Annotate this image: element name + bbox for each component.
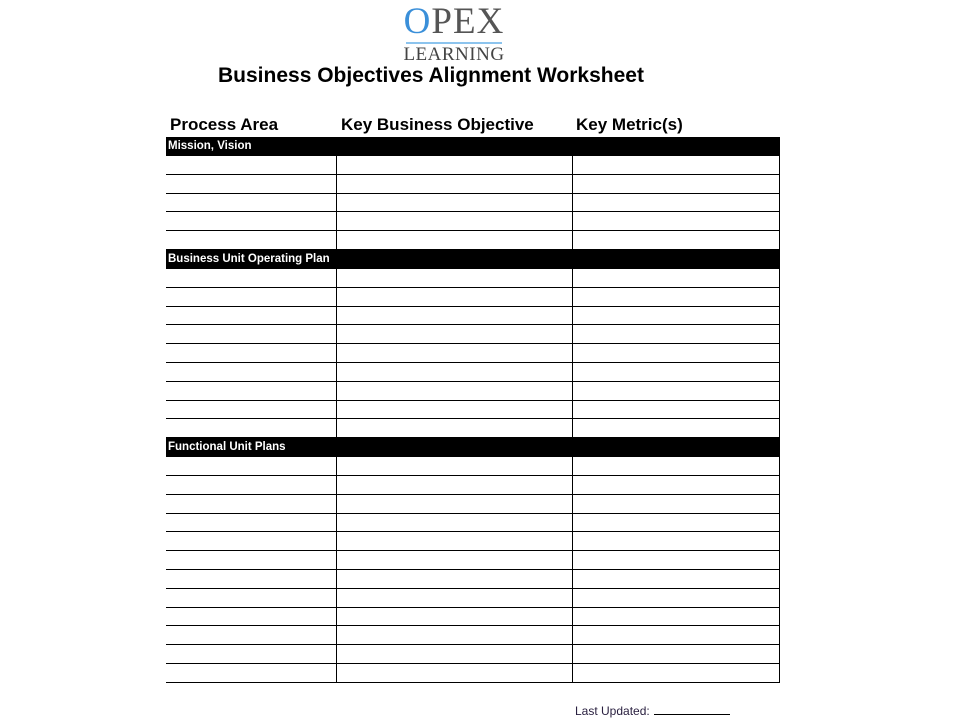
column-divider xyxy=(572,419,573,438)
table-row[interactable] xyxy=(166,156,780,175)
column-divider xyxy=(336,514,337,533)
column-divider xyxy=(572,382,573,401)
table-row[interactable] xyxy=(166,645,780,664)
table-row[interactable] xyxy=(166,363,780,382)
column-divider xyxy=(336,551,337,570)
column-divider xyxy=(572,175,573,194)
column-divider xyxy=(336,175,337,194)
column-divider xyxy=(572,476,573,495)
column-divider xyxy=(336,401,337,420)
logo-subtitle: LEARNING xyxy=(403,44,505,65)
column-divider xyxy=(336,419,337,438)
column-divider xyxy=(572,495,573,514)
column-header-process-area: Process Area xyxy=(170,115,279,134)
column-divider xyxy=(336,608,337,627)
table-row[interactable] xyxy=(166,382,780,401)
column-header-key-business-objective: Key Business Objective xyxy=(341,115,534,134)
table-row[interactable] xyxy=(166,626,780,645)
last-updated-label: Last Updated: xyxy=(575,704,650,718)
column-divider xyxy=(336,344,337,363)
table-row[interactable] xyxy=(166,288,780,307)
column-divider xyxy=(336,476,337,495)
column-divider xyxy=(336,231,337,250)
table-row[interactable] xyxy=(166,476,780,495)
logo-letter: O xyxy=(403,1,432,42)
column-divider xyxy=(336,664,337,683)
column-divider xyxy=(572,156,573,175)
column-divider xyxy=(336,156,337,175)
column-divider xyxy=(572,514,573,533)
table-row[interactable] xyxy=(166,551,780,570)
column-divider xyxy=(572,212,573,231)
section-header: Mission, Vision xyxy=(166,137,780,156)
last-updated-field[interactable] xyxy=(654,714,730,715)
table-row[interactable] xyxy=(166,570,780,589)
column-divider xyxy=(336,269,337,288)
column-divider xyxy=(336,382,337,401)
column-divider xyxy=(572,664,573,683)
column-divider xyxy=(572,589,573,608)
page-title: Business Objectives Alignment Worksheet xyxy=(218,64,644,87)
column-divider xyxy=(572,626,573,645)
column-divider xyxy=(336,288,337,307)
column-divider xyxy=(572,532,573,551)
table-row[interactable] xyxy=(166,231,780,250)
column-divider xyxy=(572,194,573,213)
logo-text: PEX xyxy=(431,1,505,42)
column-divider xyxy=(336,570,337,589)
column-divider xyxy=(572,344,573,363)
column-divider xyxy=(336,626,337,645)
column-divider xyxy=(572,645,573,664)
column-divider xyxy=(572,570,573,589)
table-row[interactable] xyxy=(166,307,780,326)
table-row[interactable] xyxy=(166,495,780,514)
table-row[interactable] xyxy=(166,419,780,438)
column-divider xyxy=(572,325,573,344)
table-row[interactable] xyxy=(166,532,780,551)
table-row[interactable] xyxy=(166,269,780,288)
table-row[interactable] xyxy=(166,325,780,344)
column-divider xyxy=(572,457,573,476)
column-divider xyxy=(336,589,337,608)
table-row[interactable] xyxy=(166,664,780,683)
column-divider xyxy=(336,194,337,213)
table-row[interactable] xyxy=(166,589,780,608)
opex-learning-logo xyxy=(400,1,508,65)
column-divider xyxy=(336,212,337,231)
column-divider xyxy=(336,457,337,476)
table-row[interactable] xyxy=(166,401,780,420)
column-divider xyxy=(336,325,337,344)
table-row[interactable] xyxy=(166,344,780,363)
column-divider xyxy=(336,532,337,551)
column-divider xyxy=(572,231,573,250)
section-header: Business Unit Operating Plan xyxy=(166,250,780,269)
column-divider xyxy=(572,288,573,307)
column-divider xyxy=(572,401,573,420)
column-divider xyxy=(572,307,573,326)
column-header-key-metrics: Key Metric(s) xyxy=(576,115,683,134)
table-row[interactable] xyxy=(166,194,780,213)
column-divider xyxy=(336,363,337,382)
table-row[interactable] xyxy=(166,608,780,627)
column-divider xyxy=(336,307,337,326)
column-divider xyxy=(572,551,573,570)
worksheet-table xyxy=(166,137,780,683)
table-row[interactable] xyxy=(166,457,780,476)
column-divider xyxy=(572,363,573,382)
table-row[interactable] xyxy=(166,175,780,194)
column-divider xyxy=(336,495,337,514)
section-header: Functional Unit Plans xyxy=(166,438,780,457)
column-divider xyxy=(572,269,573,288)
column-divider xyxy=(336,645,337,664)
table-row[interactable] xyxy=(166,212,780,231)
column-divider xyxy=(572,608,573,627)
table-row[interactable] xyxy=(166,514,780,533)
last-updated xyxy=(575,704,730,718)
